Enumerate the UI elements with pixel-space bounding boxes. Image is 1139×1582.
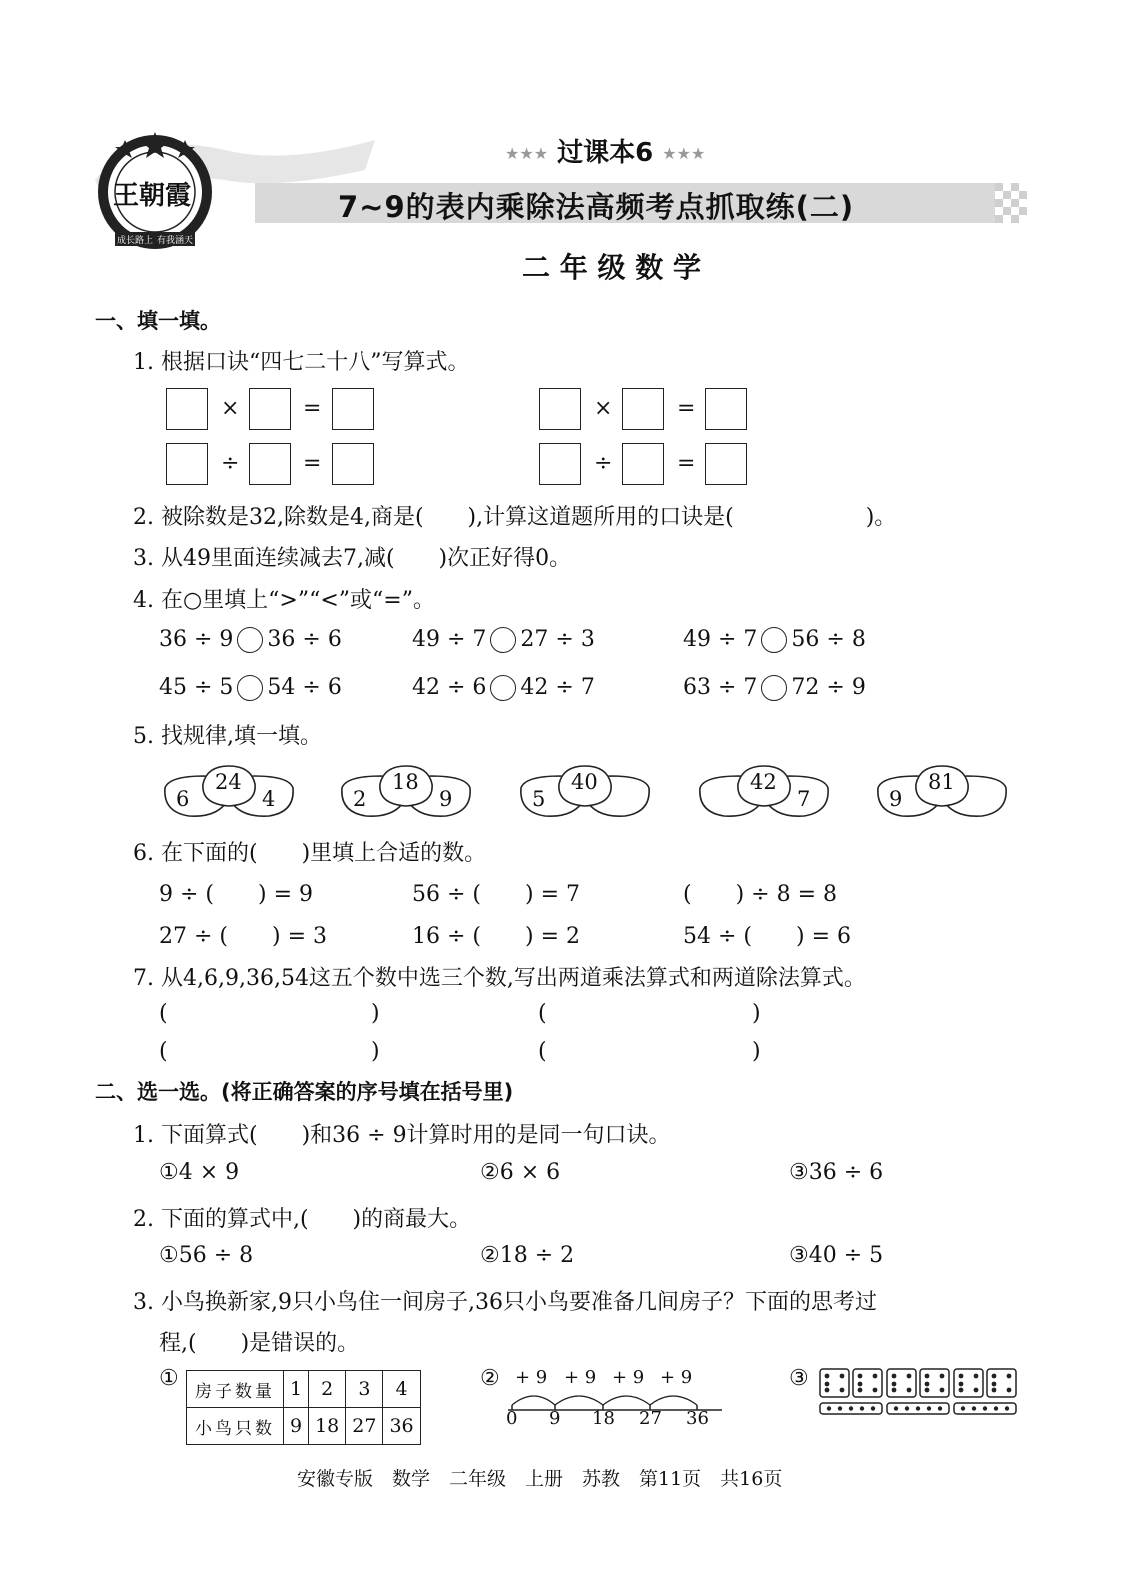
answer-box[interactable] (705, 388, 747, 430)
pattern-leaf-group (515, 760, 655, 825)
option[interactable]: ③36 ÷ 6 (789, 1160, 884, 1185)
dot (838, 1406, 842, 1410)
dot (873, 1388, 878, 1393)
dot-box (853, 1369, 882, 1397)
dot (905, 1406, 909, 1410)
table-cell: 1 (284, 1371, 309, 1408)
multiply-sign: × (221, 396, 240, 421)
jump-label: + 9 (612, 1367, 645, 1388)
compare-circle[interactable] (761, 627, 787, 653)
q2-3-text-line1: 3. 小鸟换新家,9只小鸟住一间房子,36只小鸟要准备几间房子？下面的思考过 (133, 1290, 877, 1315)
answer-box[interactable] (166, 443, 208, 485)
option[interactable]: ③40 ÷ 5 (789, 1243, 884, 1268)
fill-item[interactable]: 56 ÷ ( ) = 7 (412, 882, 580, 907)
compare-right: 72 ÷ 9 (791, 675, 866, 700)
dot (972, 1406, 976, 1410)
paren-open: ( (159, 1001, 168, 1026)
page-title: 7~9的表内乘除法高频考点抓取练(二) (338, 190, 855, 224)
dot-box (954, 1369, 983, 1397)
tick-label: 0 (506, 1408, 518, 1429)
leaf-top-number[interactable]: 24 (215, 770, 242, 794)
option2-mark[interactable]: ② (480, 1366, 500, 1391)
series-text: 过课本6 (557, 138, 654, 168)
pattern-leaf-group (336, 760, 476, 825)
compare-circle[interactable] (490, 675, 516, 701)
row-label: 房子数量 (187, 1371, 284, 1408)
jump-arc (555, 1396, 603, 1405)
compare-left: 36 ÷ 9 (159, 627, 234, 652)
fill-item[interactable]: 9 ÷ ( ) = 9 (159, 882, 314, 907)
q1-1-text: 1. 根据口诀“四七二十八”写算式。 (133, 350, 470, 375)
leaf-top-number[interactable]: 81 (928, 770, 955, 794)
dot (858, 1388, 863, 1393)
jump-arc (650, 1396, 697, 1405)
compare-right: 27 ÷ 3 (520, 627, 595, 652)
compare-left: 63 ÷ 7 (683, 675, 758, 700)
jump-arc (512, 1396, 555, 1405)
logo-motto-left: 成长路上 (117, 236, 154, 246)
dot (894, 1406, 898, 1410)
section1-heading: 一、填一填。 (95, 309, 221, 333)
dot (927, 1406, 931, 1410)
q1-6-text: 6. 在下面的( )里填上合适的数。 (133, 841, 487, 866)
fill-item[interactable]: ( ) ÷ 8 = 8 (683, 882, 838, 907)
option[interactable]: ②6 × 6 (480, 1160, 561, 1185)
equals-sign: = (303, 451, 322, 476)
option[interactable]: ①4 × 9 (159, 1160, 240, 1185)
jump-label: + 9 (515, 1367, 548, 1388)
compare-right: 36 ÷ 6 (267, 627, 342, 652)
paren-open: ( (159, 1039, 168, 1064)
dot (959, 1388, 964, 1393)
leaf-right-number[interactable]: 7 (797, 787, 811, 811)
dot (860, 1406, 864, 1410)
tick-label: 36 (686, 1408, 709, 1429)
paren-open: ( (538, 1039, 547, 1064)
leaf-top-number[interactable]: 18 (392, 770, 419, 794)
dot (1005, 1406, 1009, 1410)
logo-text: 王朝霞 (113, 181, 192, 211)
dot-box (987, 1369, 1016, 1397)
dot (827, 1406, 831, 1410)
dot (907, 1388, 912, 1393)
compare-left: 42 ÷ 6 (412, 675, 487, 700)
compare-right: 42 ÷ 7 (520, 675, 595, 700)
paren-close: ) (371, 1001, 380, 1026)
leaf-left-number[interactable]: 6 (176, 787, 190, 811)
leaf-left-number[interactable]: 9 (889, 787, 903, 811)
dot (925, 1388, 930, 1393)
answer-box[interactable] (622, 388, 664, 430)
answer-box[interactable] (539, 388, 581, 430)
leaf-left-number[interactable]: 2 (353, 787, 367, 811)
fill-item[interactable]: 16 ÷ ( ) = 2 (412, 924, 580, 949)
dot (916, 1406, 920, 1410)
q2-2-text: 2. 下面的算式中,( )的商最大。 (133, 1207, 472, 1232)
dot-groups-figure (818, 1367, 1023, 1417)
tick-label: 27 (639, 1408, 662, 1429)
dot (858, 1382, 863, 1387)
compare-item (412, 675, 595, 701)
tick-label: 9 (549, 1408, 561, 1429)
compare-right: 56 ÷ 8 (791, 627, 866, 652)
compare-left: 49 ÷ 7 (412, 627, 487, 652)
answer-box[interactable] (332, 443, 374, 485)
dot (992, 1382, 997, 1387)
option3-mark[interactable]: ③ (789, 1366, 809, 1391)
dot (892, 1382, 897, 1387)
equals-sign: = (677, 451, 696, 476)
compare-circle[interactable] (237, 675, 263, 701)
compare-item (683, 627, 866, 653)
jump-arc (603, 1396, 650, 1405)
divide-sign: ÷ (594, 451, 613, 476)
series-label (505, 132, 705, 169)
dot (959, 1374, 964, 1379)
dot (959, 1382, 964, 1387)
row-label: 小鸟只数 (187, 1408, 284, 1445)
pattern-leaf-group (159, 760, 299, 825)
dot (892, 1388, 897, 1393)
option[interactable]: ①56 ÷ 8 (159, 1243, 254, 1268)
table-row (187, 1408, 421, 1445)
q1-2-text: 2. 被除数是32,除数是4,商是( ),计算这道题所用的口诀是( )。 (133, 505, 897, 530)
table-cell: 27 (346, 1408, 383, 1445)
dot (994, 1406, 998, 1410)
dot (940, 1388, 945, 1393)
compare-item (683, 675, 866, 701)
q1-3-text: 3. 从49里面连续减去7,减( )次正好得0。 (133, 546, 572, 571)
dot-box (887, 1369, 916, 1397)
compare-circle[interactable] (761, 675, 787, 701)
dot (925, 1382, 930, 1387)
dot (1007, 1374, 1012, 1379)
dot (974, 1374, 979, 1379)
dot (940, 1374, 945, 1379)
dot (974, 1388, 979, 1393)
leaf-right-number[interactable]: 9 (439, 787, 453, 811)
divide-sign: ÷ (221, 451, 240, 476)
paren-close: ) (752, 1001, 761, 1026)
compare-item (412, 627, 595, 653)
dot (983, 1406, 987, 1410)
dot (871, 1406, 875, 1410)
page-footer: 安徽专版 数学 二年级 上册 苏教 第11页 共16页 (297, 1468, 783, 1490)
publisher-logo (95, 130, 215, 250)
q2-1-text: 1. 下面算式( )和36 ÷ 9计算时用的是同一句口诀。 (133, 1123, 671, 1148)
dot (961, 1406, 965, 1410)
dot (825, 1374, 830, 1379)
dot (892, 1374, 897, 1379)
answer-box[interactable] (622, 443, 664, 485)
dot (873, 1374, 878, 1379)
leaf-top-number[interactable]: 42 (750, 770, 777, 794)
dot (907, 1374, 912, 1379)
stars-right: ★★★ (662, 144, 706, 163)
dot (858, 1374, 863, 1379)
dot-box (920, 1369, 949, 1397)
answer-box[interactable] (249, 388, 291, 430)
compare-item (159, 675, 342, 701)
q1-4-text: 4. 在○里填上“>”“<”或“=”。 (133, 588, 435, 613)
dot (992, 1388, 997, 1393)
answer-box[interactable] (332, 388, 374, 430)
table-cell: 3 (346, 1371, 383, 1408)
answer-box[interactable] (539, 443, 581, 485)
tick-label: 18 (592, 1408, 615, 1429)
table-cell: 2 (309, 1371, 346, 1408)
q1-7-text: 7. 从4,6,9,36,54这五个数中选三个数,写出两道乘法算式和两道除法算式。 (133, 966, 866, 991)
paren-close: ) (752, 1039, 761, 1064)
compare-circle[interactable] (237, 627, 263, 653)
answer-box[interactable] (249, 443, 291, 485)
table-cell: 18 (309, 1408, 346, 1445)
dot (925, 1374, 930, 1379)
dot (825, 1388, 830, 1393)
compare-left: 45 ÷ 5 (159, 675, 234, 700)
dot (849, 1406, 853, 1410)
jump-label: + 9 (564, 1367, 597, 1388)
dot (840, 1388, 845, 1393)
dot (1007, 1388, 1012, 1393)
table-cell: 4 (383, 1371, 420, 1408)
compare-left: 49 ÷ 7 (683, 627, 758, 652)
dot-box (820, 1369, 849, 1397)
equals-sign: = (303, 396, 322, 421)
compare-right: 54 ÷ 6 (267, 675, 342, 700)
stars-left: ★★★ (505, 144, 549, 163)
section2-heading: 二、选一选。(将正确答案的序号填在括号里) (95, 1080, 514, 1104)
page-subtitle: 二 年 级 数 学 (522, 251, 701, 284)
fill-item[interactable]: 27 ÷ ( ) = 3 (159, 924, 327, 949)
answer-box[interactable] (166, 388, 208, 430)
q2-3-text-line2: 程,( )是错误的。 (159, 1331, 360, 1356)
dot (840, 1374, 845, 1379)
multiply-sign: × (594, 396, 613, 421)
option[interactable]: ②18 ÷ 2 (480, 1243, 575, 1268)
table-row (187, 1371, 421, 1408)
dot (938, 1406, 942, 1410)
logo-motto-right: 有我涵天 (157, 236, 194, 246)
jump-label: + 9 (660, 1367, 693, 1388)
dot (825, 1382, 830, 1387)
table-cell: 9 (284, 1408, 309, 1445)
pattern-leaf-group (694, 760, 834, 825)
leaf-right-number[interactable]: 4 (262, 787, 276, 811)
leaf-left-number[interactable]: 5 (532, 787, 546, 811)
table-cell: 36 (383, 1408, 420, 1445)
answer-box[interactable] (705, 443, 747, 485)
dot (992, 1374, 997, 1379)
fill-item[interactable]: 54 ÷ ( ) = 6 (683, 924, 851, 949)
paren-open: ( (538, 1001, 547, 1026)
pattern-leaf-group (872, 760, 1012, 825)
paren-close: ) (371, 1039, 380, 1064)
leaf-top-number[interactable]: 40 (571, 770, 598, 794)
q1-5-text: 5. 找规律,填一填。 (133, 724, 322, 749)
equals-sign: = (677, 396, 696, 421)
option1-mark[interactable]: ① (159, 1366, 179, 1391)
compare-item (159, 627, 342, 653)
compare-circle[interactable] (490, 627, 516, 653)
house-bird-table (186, 1370, 421, 1445)
